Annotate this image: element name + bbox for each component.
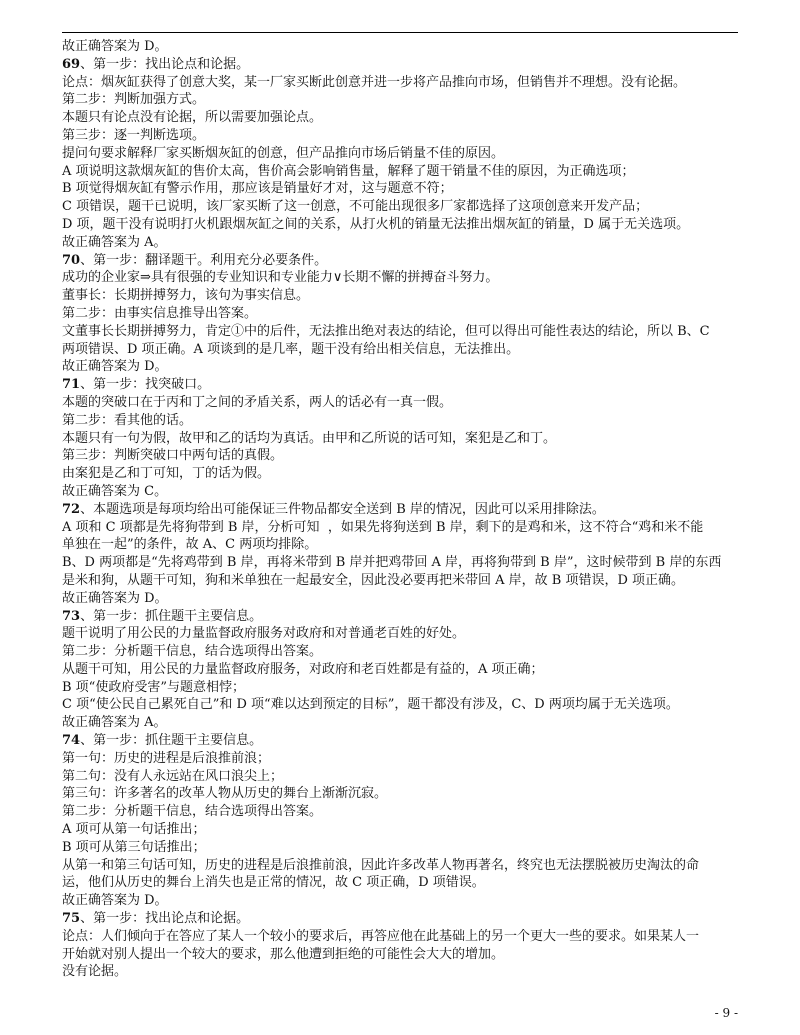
text-line <box>62 163 742 181</box>
question-number: 71 <box>62 377 81 393</box>
line-text: 本题只有一句为假，故甲和乙的话均为真话。由甲和乙所说的话可知，案犯是乙和丁。 <box>62 430 557 446</box>
text-line <box>62 323 742 341</box>
text-line <box>62 679 742 697</box>
question-number: 72 <box>62 501 81 517</box>
line-text: 、第一步：找出论点和论据。 <box>80 911 250 927</box>
text-line <box>62 127 742 145</box>
line-text: 是米和狗，从题干可知，狗和米单独在一起最安全，因此没必要再把米带回 A 岸，故 B 项错误，D 项正确。 <box>62 572 685 588</box>
text-line <box>62 394 742 412</box>
question-heading <box>62 252 742 270</box>
text-line <box>62 857 742 875</box>
line-text: 故正确答案为 D。 <box>62 590 168 606</box>
line-text: 故正确答案为 A。 <box>62 234 167 250</box>
text-line <box>62 714 742 732</box>
question-heading <box>62 608 742 626</box>
text-line <box>62 216 742 234</box>
line-text: B、D 两项都是“先将鸡带到 B 岸，再将米带到 B 岸并把鸡带回 A 岸，再将狗带到 B 岸”，这时候带到 B 岸的东西 <box>62 555 722 571</box>
line-text: 从题干可知，用公民的力量监督政府服务，对政府和老百姓都是有益的，A 项正确； <box>62 661 544 677</box>
document-body <box>62 38 742 981</box>
question-heading <box>62 732 742 750</box>
line-text: 成功的企业家⇒具有很强的专业知识和专业能力∨长期不懈的拼搏奋斗努力。 <box>62 270 499 286</box>
line-text: 第三步：逐一判断选项。 <box>62 127 206 143</box>
line-text: 故正确答案为 D。 <box>62 893 168 909</box>
question-heading <box>62 910 742 928</box>
line-text: B 项可从第三句话推出； <box>62 839 206 855</box>
text-line <box>62 91 742 109</box>
text-line <box>62 785 742 803</box>
line-text: 第一句：历史的进程是后浪推前浪； <box>62 750 271 766</box>
text-line <box>62 643 742 661</box>
line-text: 由案犯是乙和丁可知，丁的话为假。 <box>62 466 271 482</box>
text-line <box>62 519 742 537</box>
question-heading <box>62 376 742 394</box>
line-text: B 项“使政府受害”与题意相悖； <box>62 679 245 695</box>
text-line <box>62 821 742 839</box>
line-text: 运，他们从历史的舞台上消失也是正常的情况，故 C 项正确，D 项错误。 <box>62 875 485 891</box>
text-line <box>62 430 742 448</box>
line-text: 第二步：由事实信息推导出答案。 <box>62 305 258 321</box>
line-text: 论点：烟灰缸获得了创意大奖，某一厂家买断此创意并进一步将产品推向市场，但销售并不理想。没有论据。 <box>62 74 687 90</box>
line-text: A 项和 C 项都是先将狗带到 B 岸，分析可知 ，如果先将狗送到 B 岸，剩下的是鸡和米，这不符合“鸡和米不能 <box>62 519 704 535</box>
text-line <box>62 145 742 163</box>
text-line <box>62 341 742 359</box>
question-number: 70 <box>62 252 81 268</box>
text-line <box>62 803 742 821</box>
question-number: 69 <box>62 56 81 72</box>
line-text: 故正确答案为 A。 <box>62 715 167 731</box>
text-line <box>62 696 742 714</box>
text-line <box>62 483 742 501</box>
line-text: 两项错误、D 项正确。A 项谈到的是几率，题干没有给出相关信息，无法推出。 <box>62 341 520 357</box>
line-text: 故正确答案为 C。 <box>62 483 168 499</box>
line-text: 提问句要求解释厂家买断烟灰缸的创意，但产品推向市场后销量不佳的原因。 <box>62 145 505 161</box>
line-text: 没有论据。 <box>62 964 128 980</box>
line-text: 第三句：许多著名的改革人物从历史的舞台上渐渐沉寂。 <box>62 786 388 802</box>
line-text: 第三步：判断突破口中两句话的真假。 <box>62 448 284 464</box>
line-text: A 项可从第一句话推出； <box>62 822 206 838</box>
line-text: 故正确答案为 D。 <box>62 359 168 375</box>
text-line <box>62 287 742 305</box>
line-text: 第二步：看其他的话。 <box>62 412 193 428</box>
line-text: 、第一步：抓住题干主要信息。 <box>80 733 263 749</box>
question-number: 73 <box>62 608 81 624</box>
line-text: C 项错误，题干已说明，该厂家买断了这一创意，不可能出现很多厂家都选择了这项创意来开发产品； <box>62 199 649 215</box>
line-text: A 项说明这款烟灰缸的售价太高，售价高会影响销售量，解释了题干销量不佳的原因，为正确选项； <box>62 163 635 179</box>
header-rule <box>62 32 738 33</box>
text-line <box>62 269 742 287</box>
line-text: 第二步：分析题干信息，结合选项得出答案。 <box>62 644 323 660</box>
question-heading <box>62 56 742 74</box>
text-line <box>62 38 742 56</box>
text-line <box>62 412 742 430</box>
text-line <box>62 358 742 376</box>
text-line <box>62 928 742 946</box>
text-line <box>62 234 742 252</box>
text-line <box>62 572 742 590</box>
line-text: 第二步：判断加强方式。 <box>62 92 206 108</box>
text-line <box>62 590 742 608</box>
line-text: 故正确答案为 D。 <box>62 39 168 54</box>
line-text: 、第一步：翻译题干。利用充分必要条件。 <box>80 252 328 268</box>
line-text: 、本题选项是每项均给出可能保证三件物品都安全送到 B 岸的情况，因此可以采用排除法。 <box>80 501 605 517</box>
line-text: D 项，题干没有说明打火机跟烟灰缸之间的关系，从打火机的销量无法推出烟灰缸的销量，D 属于无关选项。 <box>62 216 690 232</box>
text-line <box>62 447 742 465</box>
line-text: 、第一步：找突破口。 <box>80 377 211 393</box>
question-heading <box>62 501 742 519</box>
line-text: 文董事长长期拼搏努力，肯定①中的后件，无法推出绝对表达的结论，但可以得出可能性表达的结论，所以 B、C <box>62 323 710 339</box>
line-text: 第二步：分析题干信息，结合选项得出答案。 <box>62 804 323 820</box>
line-text: 从第一和第三句话可知，历史的进程是后浪推前浪，因此许多改革人物再著名，终究也无法摆脱被历史淘汰的命 <box>62 857 700 873</box>
text-line <box>62 554 742 572</box>
line-text: 本题只有论点没有论据，所以需要加强论点。 <box>62 110 323 126</box>
text-line <box>62 305 742 323</box>
text-line <box>62 465 742 483</box>
line-text: 开始就对别人提出一个较大的要求，那么他遭到拒绝的可能性会大大的增加。 <box>62 946 505 962</box>
question-number: 75 <box>62 911 81 927</box>
line-text: 单独在一起”的条件，故 A、C 两项均排除。 <box>62 537 318 553</box>
text-line <box>62 625 742 643</box>
text-line <box>62 839 742 857</box>
line-text: 本题的突破口在于丙和丁之间的矛盾关系，两人的话必有一真一假。 <box>62 394 453 410</box>
text-line <box>62 768 742 786</box>
text-line <box>62 874 742 892</box>
text-line <box>62 198 742 216</box>
line-text: B 项觉得烟灰缸有警示作用，那应该是销量好才对，这与题意不符； <box>62 181 453 197</box>
line-text: 第二句：没有人永远站在风口浪尖上； <box>62 768 284 784</box>
text-line <box>62 946 742 964</box>
line-text: 、第一步：找出论点和论据。 <box>80 56 250 72</box>
line-text: 题干说明了用公民的力量监督政府服务对政府和对普通老百姓的好处。 <box>62 626 466 642</box>
line-text: 董事长：长期拼搏努力，该句为事实信息。 <box>62 288 310 304</box>
line-text: 、第一步：抓住题干主要信息。 <box>80 608 263 624</box>
text-line <box>62 109 742 127</box>
text-line <box>62 180 742 198</box>
text-line <box>62 750 742 768</box>
text-line <box>62 892 742 910</box>
question-number: 74 <box>62 733 81 749</box>
text-line <box>62 963 742 981</box>
text-line <box>62 74 742 92</box>
text-line <box>62 661 742 679</box>
line-text: 论点：人们倾向于在答应了某人一个较小的要求后，再答应他在此基础上的另一个更大一些的要求。如果某人一 <box>62 928 700 944</box>
page-number: - 9 - <box>714 1006 738 1020</box>
text-line <box>62 536 742 554</box>
line-text: C 项“使公民自己累死自己”和 D 项“难以达到预定的目标”，题干都没有涉及，C、D 两项均属于无关选项。 <box>62 697 679 713</box>
